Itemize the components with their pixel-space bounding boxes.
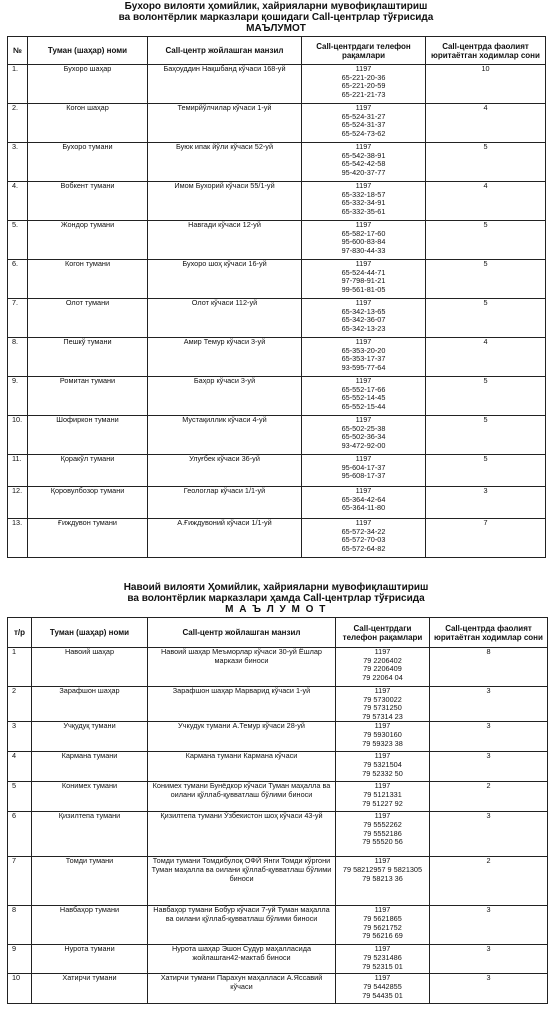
district-name: Когон шаҳар [28, 104, 148, 143]
row-number: 1 [8, 648, 32, 687]
phone-number: 79 58213 36 [362, 873, 403, 883]
staff-count: 3 [430, 945, 548, 974]
staff-count: 3 [430, 752, 548, 782]
row-number: 5 [8, 782, 32, 812]
phone-numbers [336, 945, 430, 974]
table-row [8, 416, 546, 455]
district-name: Шофиркон тумани [28, 416, 148, 455]
section1-title-line2: ва волонтёрлик марказлари қошидаги Call-центрлар тўғрисида [118, 12, 434, 23]
phone-number: 95-600-83-84 [341, 237, 386, 247]
phone-number: 1197 [374, 856, 391, 866]
staff-count: 5 [426, 260, 546, 299]
phone-numbers [302, 416, 426, 455]
row-number: 13. [8, 519, 28, 558]
address: Навоий шаҳар Меъморлар кўчаси 30-уй Ёшлар маркази биноси [148, 648, 336, 687]
district-name: Учқудуқ тумани [32, 722, 148, 752]
phone-number: 79 5730022 [363, 694, 402, 704]
table-row [8, 752, 548, 782]
row-number: 3 [8, 722, 32, 752]
address: Кармана тумани Кармана кўчаси [148, 752, 336, 782]
phone-number: 79 22064 04 [362, 672, 403, 682]
address: А.Ғиждувоний кўчаси 1/1-уй [148, 519, 302, 558]
phone-number: 1197 [374, 944, 391, 954]
phone-numbers [336, 974, 430, 1004]
phone-number: 65-342-13-23 [341, 323, 386, 333]
address: Навгади кўчаси 12-уй [148, 221, 302, 260]
address: Олот кўчаси 112-уй [148, 299, 302, 338]
row-number: 5. [8, 221, 28, 260]
phone-number: 65-221-20-36 [341, 72, 386, 82]
district-name: Пешкў тумани [28, 338, 148, 377]
phone-number: 79 52315 01 [362, 961, 403, 971]
row-number: 12. [8, 487, 28, 519]
header-staff-count: Call-центрда фаолият юритаётган ходимлар сони [426, 37, 546, 65]
phone-number: 79 59323 38 [362, 738, 403, 748]
phone-number: 65-353-17-37 [341, 354, 386, 364]
phone-number: 1197 [374, 647, 391, 656]
phone-number: 65-364-11-80 [341, 503, 386, 513]
phone-number: 65-572-34-22 [341, 526, 386, 536]
phone-number: 79 5231486 [363, 952, 402, 962]
staff-count: 5 [426, 143, 546, 182]
table-row [8, 782, 548, 812]
phone-numbers [336, 752, 430, 782]
phone-number: 65-524-31-27 [341, 111, 386, 121]
table-row [8, 857, 548, 906]
phone-number: 79 5731250 [363, 703, 402, 713]
district-name: Қизилтепа тумани [32, 812, 148, 857]
phone-number: 97-798-91-21 [341, 276, 386, 286]
row-number: 6 [8, 812, 32, 857]
phone-number: 1197 [355, 337, 372, 346]
phone-numbers [302, 143, 426, 182]
phone-number: 65-332-35-61 [341, 206, 386, 216]
address: Мустақиллик кўчаси 4-уй [148, 416, 302, 455]
staff-count: 4 [426, 182, 546, 221]
phone-number: 65-542-42-58 [341, 159, 386, 169]
district-name: Вобкент тумани [28, 182, 148, 221]
section2-title-line3: М А Ъ Л У М О Т [225, 604, 327, 615]
phone-number: 1197 [355, 142, 372, 151]
address: Имом Бухорий кўчаси 55/1-уй [148, 182, 302, 221]
staff-count: 3 [430, 722, 548, 752]
district-name: Когон тумани [28, 260, 148, 299]
district-name: Ғиждувон тумани [28, 519, 148, 558]
phone-number: 79 5552186 [363, 828, 402, 838]
row-number: 2 [8, 687, 32, 722]
row-number: 9. [8, 377, 28, 416]
table-row [8, 687, 548, 722]
address: Учкудук тумани А.Темур кўчаси 28-уй [148, 722, 336, 752]
phone-number: 79 52332 50 [362, 768, 403, 778]
phone-numbers [336, 722, 430, 752]
phone-number: 65-332-34-91 [341, 198, 386, 208]
header-district-name: Туман (шаҳар) номи [28, 37, 148, 65]
phone-number: 1197 [355, 259, 372, 268]
row-number: 4 [8, 752, 32, 782]
phone-number: 79 5621865 [363, 913, 402, 923]
staff-count: 4 [426, 338, 546, 377]
phone-number: 65-502-25-38 [341, 423, 386, 433]
staff-count: 3 [430, 812, 548, 857]
staff-count: 3 [430, 974, 548, 1004]
table-row [8, 338, 546, 377]
staff-count: 2 [430, 782, 548, 812]
header-address: Call-центр жойлашган манзил [148, 618, 336, 648]
table-row [8, 974, 548, 1004]
header-phones: Call-центрдаги телефон рақамлари [302, 37, 426, 65]
phone-number: 1197 [374, 686, 391, 695]
table-row [8, 945, 548, 974]
section1-title-line3: МАЪЛУМОТ [246, 23, 306, 34]
staff-count: 2 [430, 857, 548, 906]
table-row [8, 299, 546, 338]
row-number: 10. [8, 416, 28, 455]
phone-numbers [336, 648, 430, 687]
address: Зарафшон шаҳар Марварид кўчаси 1-уй [148, 687, 336, 722]
address: Буюк ипак йўли кўчаси 52-уй [148, 143, 302, 182]
phone-number: 79 5621752 [363, 922, 402, 932]
address: Бухоро шоҳ кўчаси 16-уй [148, 260, 302, 299]
phone-number: 65-353-20-20 [341, 345, 386, 355]
section2-title-line2: ва волонтёрлик марказлари ҳамда Call-центрлар тўғрисида [127, 593, 425, 604]
phone-number: 79 56216 69 [362, 931, 403, 941]
table-row [8, 519, 546, 558]
section2-title-line1: Навоий вилояти Ҳомийлик, хайрияларни мувофиқлаштириш [123, 582, 429, 593]
address: Баҳоуддин Нақшбанд кўчаси 168-уй [148, 65, 302, 104]
table-row [8, 648, 548, 687]
phone-numbers [302, 260, 426, 299]
table-row [8, 455, 546, 487]
phone-number: 65-342-36-07 [341, 315, 386, 325]
phone-number: 1197 [374, 751, 391, 761]
phone-number: 1197 [374, 973, 391, 983]
district-name: Қоракўл тумани [28, 455, 148, 487]
phone-numbers [336, 812, 430, 857]
district-name: Конимех тумани [32, 782, 148, 812]
row-number: 8 [8, 906, 32, 945]
address: Қизилтепа тумани Ўзбекистон шоҳ кўчаси 43-уй [148, 812, 336, 857]
row-number: 11. [8, 455, 28, 487]
phone-number: 65-221-20-59 [341, 81, 386, 91]
table-row [8, 104, 546, 143]
phone-number: 65-524-44-71 [341, 267, 386, 277]
district-name: Хатирчи тумани [32, 974, 148, 1004]
address: Томди тумани Томдибулоқ ОФЙ Янги Томди кўргони Туман маҳалла ва оилани қўллаб-қувватлаш бўлими биноси [148, 857, 336, 906]
staff-count: 5 [426, 416, 546, 455]
phone-numbers [302, 487, 426, 519]
navoi-call-centers-table [7, 617, 548, 1004]
phone-numbers [336, 687, 430, 722]
phone-numbers [302, 221, 426, 260]
header-district-name: Туман (шаҳар) номи [32, 618, 148, 648]
phone-number: 79 57314 23 [362, 711, 403, 721]
row-number: 2. [8, 104, 28, 143]
staff-count: 3 [426, 487, 546, 519]
phone-number: 65-342-13-65 [341, 306, 386, 316]
phone-number: 65-542-38-91 [341, 150, 386, 160]
row-number: 7. [8, 299, 28, 338]
phone-number: 1197 [355, 518, 372, 527]
address: Амир Темур кўчаси 3-уй [148, 338, 302, 377]
phone-number: 1197 [374, 781, 391, 791]
row-number: 1. [8, 65, 28, 104]
phone-numbers [336, 857, 430, 906]
table-row [8, 260, 546, 299]
district-name: Навбаҳор тумани [32, 906, 148, 945]
phone-numbers [302, 104, 426, 143]
phone-number: 1197 [355, 454, 372, 463]
phone-number: 93-472-92-00 [341, 440, 386, 450]
phone-number: 1197 [355, 103, 372, 112]
phone-number: 79 58212957 9 5821305 [342, 864, 423, 874]
phone-number: 79 55520 56 [362, 837, 403, 847]
phone-number: 79 5321504 [363, 759, 402, 769]
address: Нурота шаҳар Эшон Судур маҳалласида жойлашган42-мактаб биноси [148, 945, 336, 974]
table-row [8, 812, 548, 857]
section1-title [0, 1, 552, 34]
phone-numbers [336, 906, 430, 945]
staff-count: 5 [426, 299, 546, 338]
district-name: Бухоро шаҳар [28, 65, 148, 104]
row-number: 10 [8, 974, 32, 1004]
header-number: т/р [8, 618, 32, 648]
phone-number: 79 5930160 [363, 729, 402, 739]
phone-number: 79 2206409 [363, 664, 402, 674]
section1-title-line1: Бухоро вилояти ҳомийлик, хайрияларни мувофиқлаштириш [124, 1, 428, 12]
staff-count: 5 [426, 455, 546, 487]
phone-number: 65-572-70-03 [341, 535, 386, 545]
phone-number: 79 5121331 [363, 789, 402, 799]
phone-numbers [302, 65, 426, 104]
table-row [8, 377, 546, 416]
phone-number: 1197 [355, 415, 372, 424]
phone-number: 79 5552262 [363, 819, 402, 829]
row-number: 9 [8, 945, 32, 974]
phone-numbers [302, 377, 426, 416]
phone-number: 65-364-42-64 [341, 494, 386, 504]
staff-count: 7 [426, 519, 546, 558]
district-name: Олот тумани [28, 299, 148, 338]
phone-numbers [302, 299, 426, 338]
district-name: Нурота тумани [32, 945, 148, 974]
address: Навбаҳор тумани Бобур кўчаси 7-уй Туман маҳалла ва оилани қўллаб-қувватлаш бўлими биноси [148, 906, 336, 945]
staff-count: 3 [430, 687, 548, 722]
phone-number: 65-552-15-44 [341, 401, 386, 411]
row-number: 3. [8, 143, 28, 182]
phone-number: 93-595-77-64 [341, 362, 386, 372]
phone-number: 65-524-73-62 [341, 128, 386, 138]
table-row [8, 182, 546, 221]
phone-number: 79 2206402 [363, 655, 402, 665]
phone-number: 65-552-14-45 [341, 393, 386, 403]
district-name: Навоий шаҳар [32, 648, 148, 687]
district-name: Бухоро тумани [28, 143, 148, 182]
phone-numbers [336, 782, 430, 812]
address: Темирйўлчилар кўчаси 1-уй [148, 104, 302, 143]
row-number: 8. [8, 338, 28, 377]
phone-number: 1197 [374, 811, 391, 821]
phone-number: 79 51227 92 [362, 798, 403, 808]
phone-number: 1197 [355, 298, 372, 307]
phone-number: 95-604-17-37 [341, 462, 386, 472]
row-number: 7 [8, 857, 32, 906]
phone-number: 1197 [355, 376, 372, 385]
phone-number: 1197 [355, 220, 372, 229]
section2-title [0, 582, 552, 615]
phone-numbers [302, 455, 426, 487]
header-address: Call-центр жойлашган манзил [148, 37, 302, 65]
bukhara-call-centers-table [7, 36, 546, 558]
district-name: Томди тумани [32, 857, 148, 906]
phone-numbers [302, 519, 426, 558]
phone-number: 1197 [355, 486, 372, 495]
row-number: 6. [8, 260, 28, 299]
phone-number: 95-608-17-37 [341, 471, 386, 481]
district-name: Қоровулбозор тумани [28, 487, 148, 519]
phone-number: 65-524-31-37 [341, 120, 386, 130]
phone-number: 79 5442855 [363, 981, 402, 991]
address: Конимех тумани Бунёдкор кўчаси Туман маҳалла ва оилани қўллаб-қувватлаш бўлими биноси [148, 782, 336, 812]
district-name: Ромитан тумани [28, 377, 148, 416]
phone-number: 1197 [355, 64, 372, 73]
table-row [8, 722, 548, 752]
table-row [8, 143, 546, 182]
phone-number: 97-830-44-33 [341, 245, 386, 255]
row-number: 4. [8, 182, 28, 221]
phone-number: 1197 [355, 181, 372, 190]
staff-count: 3 [430, 906, 548, 945]
header-staff-count: Call-центрда фаолият юритаётган ходимлар сони [430, 618, 548, 648]
phone-number: 1197 [374, 721, 391, 731]
phone-number: 65-582-17-60 [341, 228, 386, 238]
phone-number: 65-502-36-34 [341, 432, 386, 442]
address: Баҳор кўчаси 3-уй [148, 377, 302, 416]
phone-numbers [302, 338, 426, 377]
staff-count: 4 [426, 104, 546, 143]
phone-numbers [302, 182, 426, 221]
phone-number: 1197 [374, 905, 391, 915]
table-row [8, 65, 546, 104]
table-row [8, 906, 548, 945]
header-number: № [8, 37, 28, 65]
phone-number: 99-561-81-05 [341, 284, 386, 294]
staff-count: 5 [426, 377, 546, 416]
phone-number: 65-552-17-66 [341, 384, 386, 394]
address: Улуғбек кўчаси 36-уй [148, 455, 302, 487]
address: Геологлар кўчаси 1/1-уй [148, 487, 302, 519]
district-name: Жондор тумани [28, 221, 148, 260]
table-row [8, 487, 546, 519]
district-name: Зарафшон шаҳар [32, 687, 148, 722]
phone-number: 95-420-37-77 [341, 167, 386, 177]
header-phones: Call-центрдаги телефон рақамлари [336, 618, 430, 648]
address: Хатирчи тумани Парахун маҳалласи А.Яссавий кўчаси [148, 974, 336, 1004]
phone-number: 65-572-64-82 [341, 543, 386, 553]
phone-number: 65-221-21-73 [341, 89, 386, 99]
phone-number: 65-332-18-57 [341, 189, 386, 199]
table-row [8, 221, 546, 260]
staff-count: 10 [426, 65, 546, 104]
district-name: Кармана тумани [32, 752, 148, 782]
staff-count: 5 [426, 221, 546, 260]
staff-count: 8 [430, 648, 548, 687]
phone-number: 79 54435 01 [362, 990, 403, 1000]
